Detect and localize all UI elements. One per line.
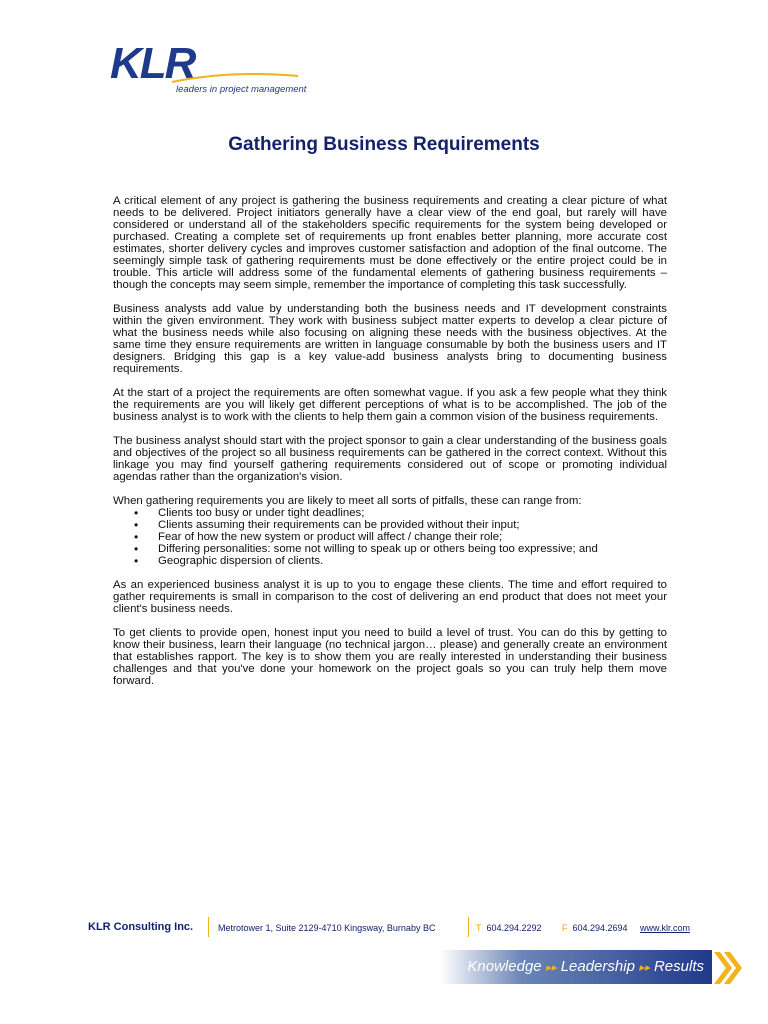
paragraph: To get clients to provide open, honest input you need to build a level of trust. You can do this by getting to know their business, learn their language (no technical jargon… please) and generally create an environment that establishes rapport. The key is to show them you are really interested in understanding their business challenges and that you've done your homework on the project goals so you can truly help them move forward. — [113, 627, 667, 687]
paragraph: As an experienced business analyst it is up to you to engage these clients. The time and effort required to gather requirements is small in comparison to the cost of delivering an end product that does not meet your client's business needs. — [113, 579, 667, 615]
footer-phone — [476, 923, 542, 933]
tagline-banner — [440, 948, 746, 988]
footer-address: Metrotower 1, Suite 2129-4710 Kingsway, Burnaby BC — [218, 923, 436, 933]
footer-fax — [562, 923, 628, 933]
svg-text:KLR: KLR — [110, 40, 195, 86]
paragraph: When gathering requirements you are likely to meet all sorts of pitfalls, these can range from: — [113, 495, 582, 507]
klr-logo-mark — [110, 40, 340, 86]
fax-label: F — [562, 923, 568, 933]
article-body — [113, 195, 667, 699]
banner-word-results: Results — [653, 958, 704, 975]
page-title: Gathering Business Requirements — [228, 134, 540, 155]
paragraph: Business analysts add value by understanding both the business needs and IT development constraints within the given environment. They work with business subject matter experts to develop a clear picture of what the business needs while also focusing on aligning these needs with the business objectives. At the same time they ensure requirements are written in language consumable by both the business users and IT designers. Bridging this gap is a key value-add business analysts bring to documenting business requirements. — [113, 303, 667, 375]
phone-number: 604.294.2292 — [486, 923, 542, 933]
footer-company: KLR Consulting Inc. — [88, 921, 194, 933]
list-item: • Clients assuming their requirements can be provided without their input; — [113, 519, 667, 531]
paragraph: At the start of a project the requirements are often somewhat vague. If you ask a few people what they think the requirements are you will likely get different perceptions of what is to be accomplished. The job of the business analyst is to work with the clients to help them gain a common vision of the business requirements. — [113, 387, 667, 423]
logo-tagline: leaders in project management — [176, 84, 307, 95]
pitfalls-list — [113, 507, 667, 567]
website-link[interactable]: www.klr.com — [640, 923, 691, 933]
arrow-icon: ▸▸ — [638, 962, 650, 974]
paragraph: The business analyst should start with the project sponsor to gain a clear understanding of the business goals and objectives of the project so all business requirements can be gathered in the correct context. Without this linkage you may find yourself gathering requirements considered out of scope or promoting individual agendas rather than the organization's vision. — [113, 435, 667, 483]
fax-number: 604.294.2694 — [572, 923, 628, 933]
banner-word-leadership: Leadership — [560, 958, 635, 975]
arrow-icon: ▸▸ — [545, 962, 557, 974]
list-item: • Clients too busy or under tight deadlines; — [113, 507, 667, 519]
paragraph: A critical element of any project is gathering the business requirements and creating a clear picture of what needs to be delivered. Project initiators generally have a clear view of the end goal, but rarely will have considered or understand all of the stakeholders specific requirements for the system being developed or purchased. Creating a complete set of requirements up front enables better planning, more accurate cost estimates, shorter delivery cycles and improves customer satisfaction and adoption of the final outcome. The seemingly simple task of gathering requirements must be done effectively or the entire project could be in trouble. This article will address some of the fundamental elements of gathering business requirements – though the concepts may seem simple, remember the importance of completing this task successfully. — [113, 195, 667, 291]
banner-text — [434, 958, 704, 975]
list-item: • Geographic dispersion of clients. — [113, 555, 667, 567]
phone-label: T — [476, 923, 482, 933]
footer-divider — [208, 917, 209, 937]
footer — [0, 917, 768, 939]
list-item: • Differing personalities: some not willing to speak up or others being too expressive; and — [113, 543, 667, 555]
chevron-right-icon — [714, 948, 744, 988]
footer-divider — [468, 917, 469, 937]
banner-word-knowledge: Knowledge — [467, 958, 542, 975]
list-item: • Fear of how the new system or product will affect / change their role; — [113, 531, 667, 543]
